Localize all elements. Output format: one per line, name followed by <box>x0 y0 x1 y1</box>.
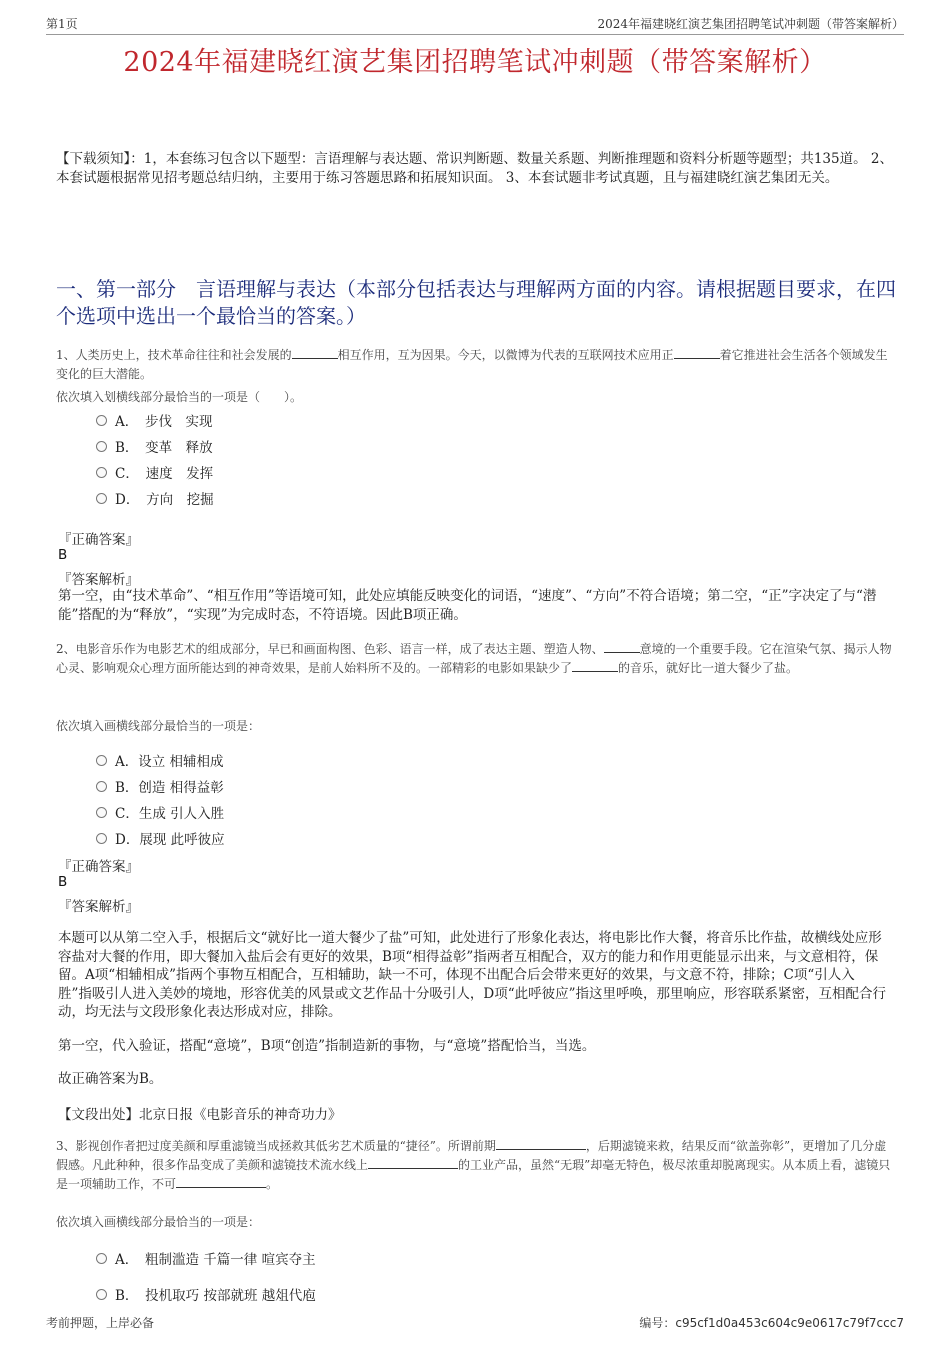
question-2-analysis-step: 第一空，代入验证，搭配“意境”，B项“创造”指制造新的事物，与“意境”搭配恰当，当选。 <box>58 1038 596 1054</box>
download-notice: 【下载须知】：1，本套练习包含以下题型：言语理解与表达题、常识判断题、数量关系题、判断推理题和资料分析题等题型；共135道。 2、本套试题根据常见招考题总结归纳，主要用于练习答题思路和拓展知识面。 3、本套试题非考试真题，且与福建晓红演艺集团无关。 <box>56 151 893 186</box>
radio-icon[interactable] <box>96 467 107 478</box>
radio-icon[interactable] <box>96 781 107 792</box>
correct-answer-label: 『正确答案』 <box>58 532 139 548</box>
correct-answer-label: 『正确答案』 <box>58 859 139 875</box>
radio-icon[interactable] <box>96 807 107 818</box>
page-number: 第1页 <box>46 17 78 31</box>
section-heading: 一、第一部分 言语理解与表达（本部分包括表达与理解两方面的内容。请根据题目要求，在四个选项中选出一个最恰当的答案。） <box>56 277 896 328</box>
radio-icon[interactable] <box>96 1289 107 1300</box>
question-3-stem: 3、影视创作者把过度美颜和厚重滤镜当成拯救其低劣艺术质量的“捷径”。所谓前期 ，后期滤镜来救，结果反而“欲盖弥彰”，更增加了几分虚假感。凡此种种，很多作品变成了美颜和滤镜技术流水线上 的工业产品，虽然“无瑕”却毫无特色，极尽浓重却脱离现实。从本质上看，滤镜只是一项辅助工作，不可 。 <box>56 1139 891 1191</box>
question-1-option-d[interactable]: D． 方向 挖掘 <box>96 488 214 508</box>
question-1-option-c[interactable]: C． 速度 发挥 <box>96 462 213 482</box>
question-2-option-a[interactable]: A．设立 相辅相成 <box>96 750 224 770</box>
question-3-ask: 依次填入画横线部分最恰当的一项是： <box>56 1215 261 1229</box>
question-1-stem: 1、人类历史上，技术革命往往和社会发展的 相互作用，互为因果。今天，以微博为代表的互联网技术应用正 着它推进社会生活各个领域发生变化的巨大潜能。 <box>56 348 888 381</box>
question-2-option-c[interactable]: C．生成 引人入胜 <box>96 802 224 822</box>
radio-icon[interactable] <box>96 1253 107 1264</box>
radio-icon[interactable] <box>96 833 107 844</box>
header-rule <box>46 34 904 35</box>
radio-icon[interactable] <box>96 415 107 426</box>
question-2-stem: 2、电影音乐作为电影艺术的组成部分，早已和画面构图、色彩、语言一样，成了表达主题、塑造人物、 意境的一个重要手段。它在渲染气氛、揭示人物心灵、影响观众心理方面所能达到的神奇效果，是前人始料所不及的。一部精彩的电影如果缺少了 的音乐，就好比一道大餐少了盐。 <box>56 642 892 675</box>
radio-icon[interactable] <box>96 441 107 452</box>
question-2-answer: B <box>58 874 68 890</box>
question-1-answer: B <box>58 547 68 563</box>
analysis-label: 『答案解析』 <box>58 899 139 915</box>
analysis-label: 『答案解析』 <box>58 572 139 588</box>
running-title: 2024年福建晓红演艺集团招聘笔试冲刺题（带答案解析） <box>597 17 904 31</box>
question-3-option-a[interactable]: A． 粗制滥造 千篇一律 喧宾夺主 <box>96 1248 316 1268</box>
footer-doc-code: 编号：c95cf1d0a453c604c9e0617c79f7ccc7 <box>639 1316 904 1330</box>
page-title: 2024年福建晓红演艺集团招聘笔试冲刺题（带答案解析） <box>123 47 827 78</box>
question-2-conclusion: 故正确答案为B。 <box>58 1071 163 1087</box>
question-2-option-b[interactable]: B．创造 相得益彰 <box>96 776 224 796</box>
radio-icon[interactable] <box>96 755 107 766</box>
question-1-option-b[interactable]: B． 变革 释放 <box>96 436 213 456</box>
radio-icon[interactable] <box>96 493 107 504</box>
question-2-analysis: 本题可以从第二空入手，根据后文“就好比一道大餐少了盐”可知，此处进行了形象化表达，将电影比作大餐，将音乐比作盐，故横线处应形容盐对大餐的作用，即大餐加入盐后会有更好的效果，B项“相得益彰”指两者互相配合，双方的能力和作用更能显示出来，与文意相符，保留。A项“相辅相成”指两个事物互相配合，互相辅助，缺一不可，体现不出配合后会带来更好的效果，与文意不符，排除；C项“引人入胜”指吸引人进入美妙的境地，形容优美的风景或文艺作品十分吸引人，D项“此呼彼应”指这里呼唤，那里响应，形容联系紧密，互相配合行动，均无法与文段形象化表达形成对应，排除。 <box>58 930 887 1020</box>
question-2-option-d[interactable]: D．展现 此呼彼应 <box>96 828 225 848</box>
question-1-analysis: 第一空，由“技术革命”、“相互作用”等语境可知，此处应填能反映变化的词语，“速度”、“方向”不符合语境；第二空，“正”字决定了与“潜能”搭配的为“释放”，“实现”为完成时态，不符语境。因此B项正确。 <box>58 588 877 623</box>
question-1-ask: 依次填入划横线部分最恰当的一项是（ ）。 <box>56 390 303 404</box>
question-1-option-a[interactable]: A． 步伐 实现 <box>96 410 213 430</box>
question-2-source: 【文段出处】北京日报《电影音乐的神奇功力》 <box>58 1107 342 1123</box>
footer-slogan: 考前押题，上岸必备 <box>46 1316 155 1330</box>
question-3-option-b[interactable]: B． 投机取巧 按部就班 越俎代庖 <box>96 1284 316 1304</box>
question-2-ask: 依次填入画横线部分最恰当的一项是： <box>56 719 261 733</box>
